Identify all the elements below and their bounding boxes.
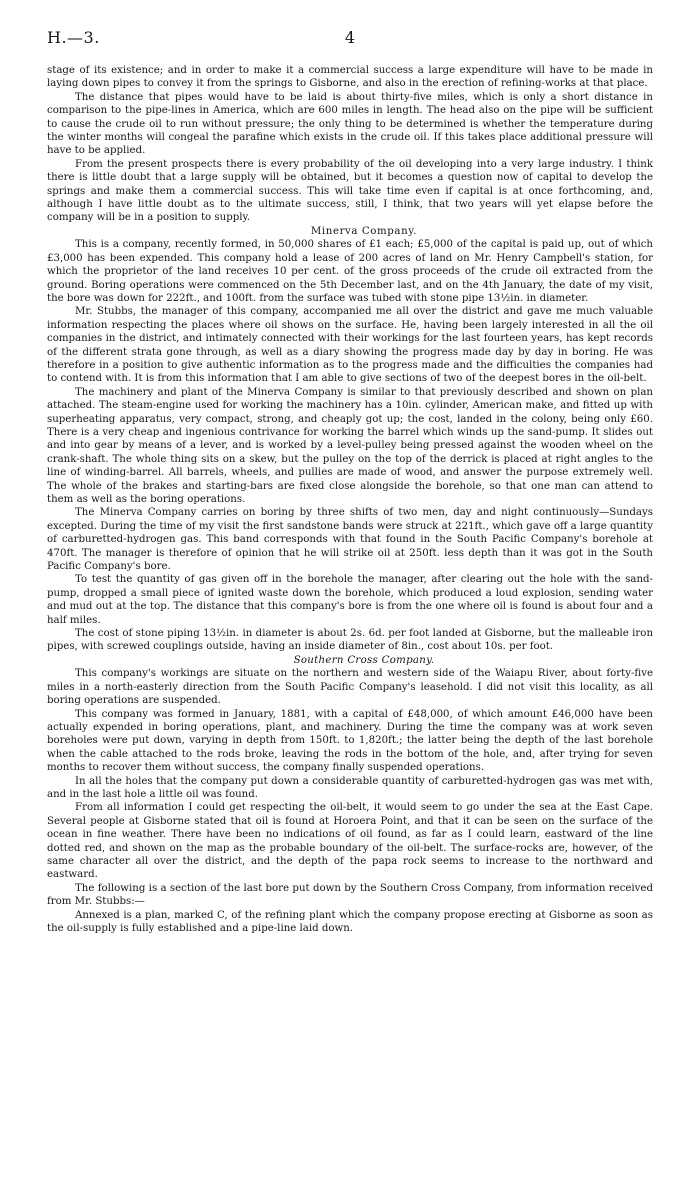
page-number: 4 — [344, 28, 356, 47]
paragraph: The machinery and plant of the Minerva Company is similar to that previously described and shown on plan attached. The steam-engine used for working the machinery has a 10in. cylinder, American make, and fitted up with superheating apparatus, very compact, strong, and cheaply got up; the cost, landed in the colony, being only £60. There is a very cheap and ingenious contrivance for working the barrel which winds up the sand-pump. It slides out and into gear by means of a lever, and is worked by a level-pulley being pressed against the wooden wheel on the crank-shaft. The whole thing sits on a skew, but the pulley on the top of the derrick is placed at right angles to the line of winding-barrel. All barrels, wheels, and pullies are made of wood, and answer the purpose extremely well. The whole of the brakes and starting-bars are fixed close alongside the borehole, so that one man can attend to them as well as the boring operations. — [47, 386, 653, 505]
paragraph: To test the quantity of gas given off in the borehole the manager, after clearing out the hole with the sand-pump, dropped a small piece of ignited waste down the borehole, which produced a loud explosion, sending water and mud out at the top. The distance that this company's bore is from the one where oil is found is about four and a half miles. — [47, 574, 653, 626]
paragraph: Mr. Stubbs, the manager of this company, accompanied me all over the district and gave me much valuable information respecting the places where oil shows on the surface. He, having been largely interested in all the oil companies in the district, and intimately connected with their workings for the last fourteen years, has kept records of the different strata gone through, as well as a diary showing the progress made day by day in boring. He was therefore in a position to give authentic information as to the progress made and the difficulties the companies had to contend with. It is from this information that I am able to give sections of two of the deepest bores in the oil-belt. — [47, 306, 653, 385]
paragraph: The cost of stone piping 13½in. in diameter is about 2s. 6d. per foot landed at Gisborne, but the malleable iron pipes, with screwed couplings outside, having an inside diameter of 8in., cost about 10s. per foot. — [47, 628, 653, 653]
paragraph: This company was formed in January, 1881, with a capital of £48,000, of which amount £46,000 have been actually expended in boring operations, plant, and machinery. During the time the company was at work seven boreholes were put down, varying in depth from 150ft. to 1,820ft.; the latter being the depth of the last borehole when the cable attached to the rods broke, leaving the rods in the bottom of the hole, and, after trying for seven months to recover them without success, the company finally suspended operations. — [47, 708, 653, 774]
paragraph: stage of its existence; and in order to make it a commercial success a large expenditure will have to be made in laying down pipes to convey it from the springs to Gisborne, and also in the erection of refining-works at that place. — [47, 65, 653, 90]
paragraph: This company's workings are situate on the northern and western side of the Waiapu River, about forty-five miles in a north-easterly direction from the South Pacific Company's leasehold. I did not visit this locality, as all boring operations are suspended. — [47, 668, 653, 707]
paragraph: In all the holes that the company put down a considerable quantity of carburetted-hydrogen gas was met with, and in the last hole a little oil was found. — [47, 775, 653, 800]
page-header — [47, 28, 653, 50]
paragraph: The Minerva Company carries on boring by three shifts of two men, day and night continuously—Sundays excepted. During the time of my visit the first sandstone bands were struck at 221ft., which gave off a large quantity of carburetted-hydrogen gas. This band corresponds with that found in the South Pacific Company's borehole at 470ft. The manager is therefore of opinion that he will strike oil at 250ft. less depth than it was got in the South Pacific Company's bore. — [47, 507, 653, 573]
paragraph: From all information I could get respecting the oil-belt, it would seem to go under the sea at the East Cape. Several people at Gisborne stated that oil is found at Horoera Point, and that it can be seen on the surface of the ocean in fine weather. There have been no indications of oil found, as far as I could learn, eastward of the line dotted red, and shown on the map as the probable boundary of the oil-belt. The surface-rocks are, however, of the same character all over the district, and the depth of the papa rock seems to increase to the northward and eastward. — [47, 802, 653, 881]
section-heading-southern-cross: Southern Cross Company. — [293, 654, 435, 666]
report-reference: H.—3. — [47, 28, 100, 47]
document-body — [47, 64, 653, 935]
paragraph: The distance that pipes would have to be laid is about thirty-five miles, which is only a short distance in comparison to the pipe-lines in America, which are 600 miles in length. The head also on the pipe will be sufficient to cause the crude oil to run without pressure; the only thing to be determined is whether the temperature during the winter months will congeal the parafine which exists in the crude oil. If this takes place additional pressure will have to be applied. — [47, 91, 653, 157]
section-heading-minerva: Minerva Company. — [310, 225, 418, 237]
paragraph: The following is a section of the last bore put down by the Southern Cross Company, from information received from Mr. Stubbs:— — [47, 882, 653, 908]
paragraph: From the present prospects there is every probability of the oil developing into a very large industry. I think there is little doubt that a large supply will be obtained, but it becomes a question now of capital to develop the springs and make them a commercial success. This will take time even if capital is at once forthcoming, and, although I have little doubt as to the ultimate success, still, I think, that two years will yet elapse before the company will be in a position to supply. — [47, 158, 653, 224]
paragraph: Annexed is a plan, marked C, of the refining plant which the company propose erecting at Gisborne as soon as the oil-supply is fully established and a pipe-line laid down. — [47, 909, 653, 934]
paragraph: This is a company, recently formed, in 50,000 shares of £1 each; £5,000 of the capital is paid up, out of which £3,000 has been expended. This company hold a lease of 200 acres of land on Mr. Henry Campbell's station, for which the proprietor of the land receives 10 per cent. of the gross proceeds of the crude oil extracted from the ground. Boring operations were commenced on the 5th December last, and on the 4th January, the date of my visit, the bore was down for 222ft., and 100ft. from the surface was tubed with stone pipe 13½in. in diameter. — [47, 239, 653, 304]
